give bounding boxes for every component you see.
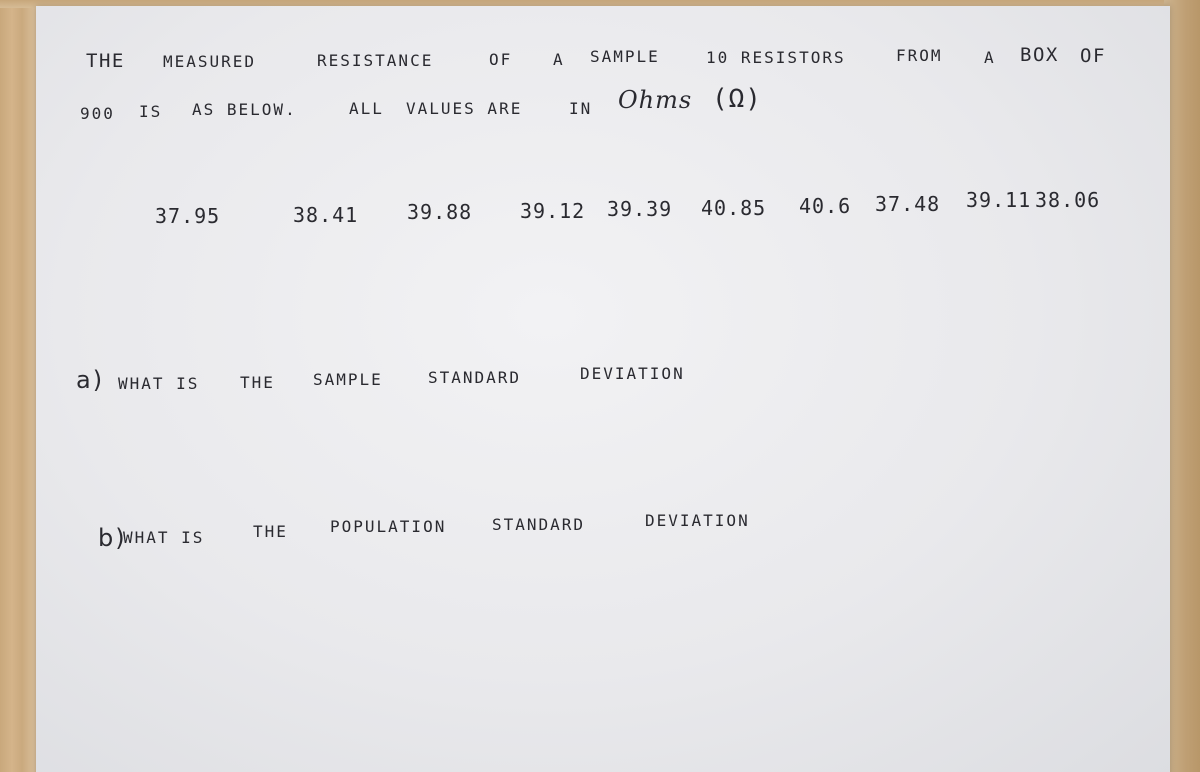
intro-word: VALUES ARE [406, 99, 523, 118]
measurement-value: 40.6 [799, 194, 852, 218]
intro-word: AS BELOW. [192, 100, 297, 119]
measurement-value: 37.95 [155, 204, 221, 228]
measurement-value: 39.12 [520, 199, 586, 223]
measurement-value: 39.39 [607, 197, 673, 221]
question-b-word: STANDARD [492, 515, 586, 534]
intro-word: 900 [80, 104, 115, 123]
intro-word: OF [489, 50, 513, 69]
question-b-word: WHAT IS [123, 528, 205, 547]
intro-word: IS [139, 102, 163, 121]
question-a-word: SAMPLE [313, 370, 383, 389]
question-b-marker: b) [98, 524, 127, 552]
intro-word: A [984, 48, 996, 67]
question-a-word: DEVIATION [580, 364, 685, 383]
measurement-value: 40.85 [701, 196, 767, 220]
intro-word: FROM [896, 46, 943, 65]
ohm-symbol: (Ω) [712, 84, 762, 114]
intro-word: ALL [349, 99, 384, 118]
intro-word: MEASURED [163, 52, 257, 71]
intro-word: SAMPLE [590, 47, 660, 66]
question-b-word: POPULATION [330, 517, 447, 536]
measurement-value: 38.06 [1035, 188, 1101, 212]
question-b-word: THE [253, 522, 288, 541]
measurement-value: 39.88 [407, 200, 473, 224]
measurement-value: 37.48 [875, 192, 941, 216]
intro-word: A [553, 50, 565, 69]
question-a-marker: a) [76, 366, 105, 394]
paper-sheet [36, 6, 1170, 772]
question-a-word: THE [240, 373, 275, 392]
intro-word: RESISTANCE [317, 51, 434, 70]
intro-word: BOX [1020, 44, 1059, 66]
intro-word: 10 RESISTORS [706, 48, 846, 67]
measurement-value: 39.11 [966, 188, 1032, 212]
intro-word: IN [569, 99, 593, 118]
intro-word: OF [1080, 45, 1106, 67]
question-b-word: DEVIATION [645, 511, 750, 530]
question-a-word: STANDARD [428, 368, 522, 387]
question-a-word: WHAT IS [118, 374, 200, 393]
measurement-value: 38.41 [293, 203, 359, 227]
intro-word: THE [86, 50, 125, 72]
intro-word-ohms: Ohms [618, 86, 693, 114]
